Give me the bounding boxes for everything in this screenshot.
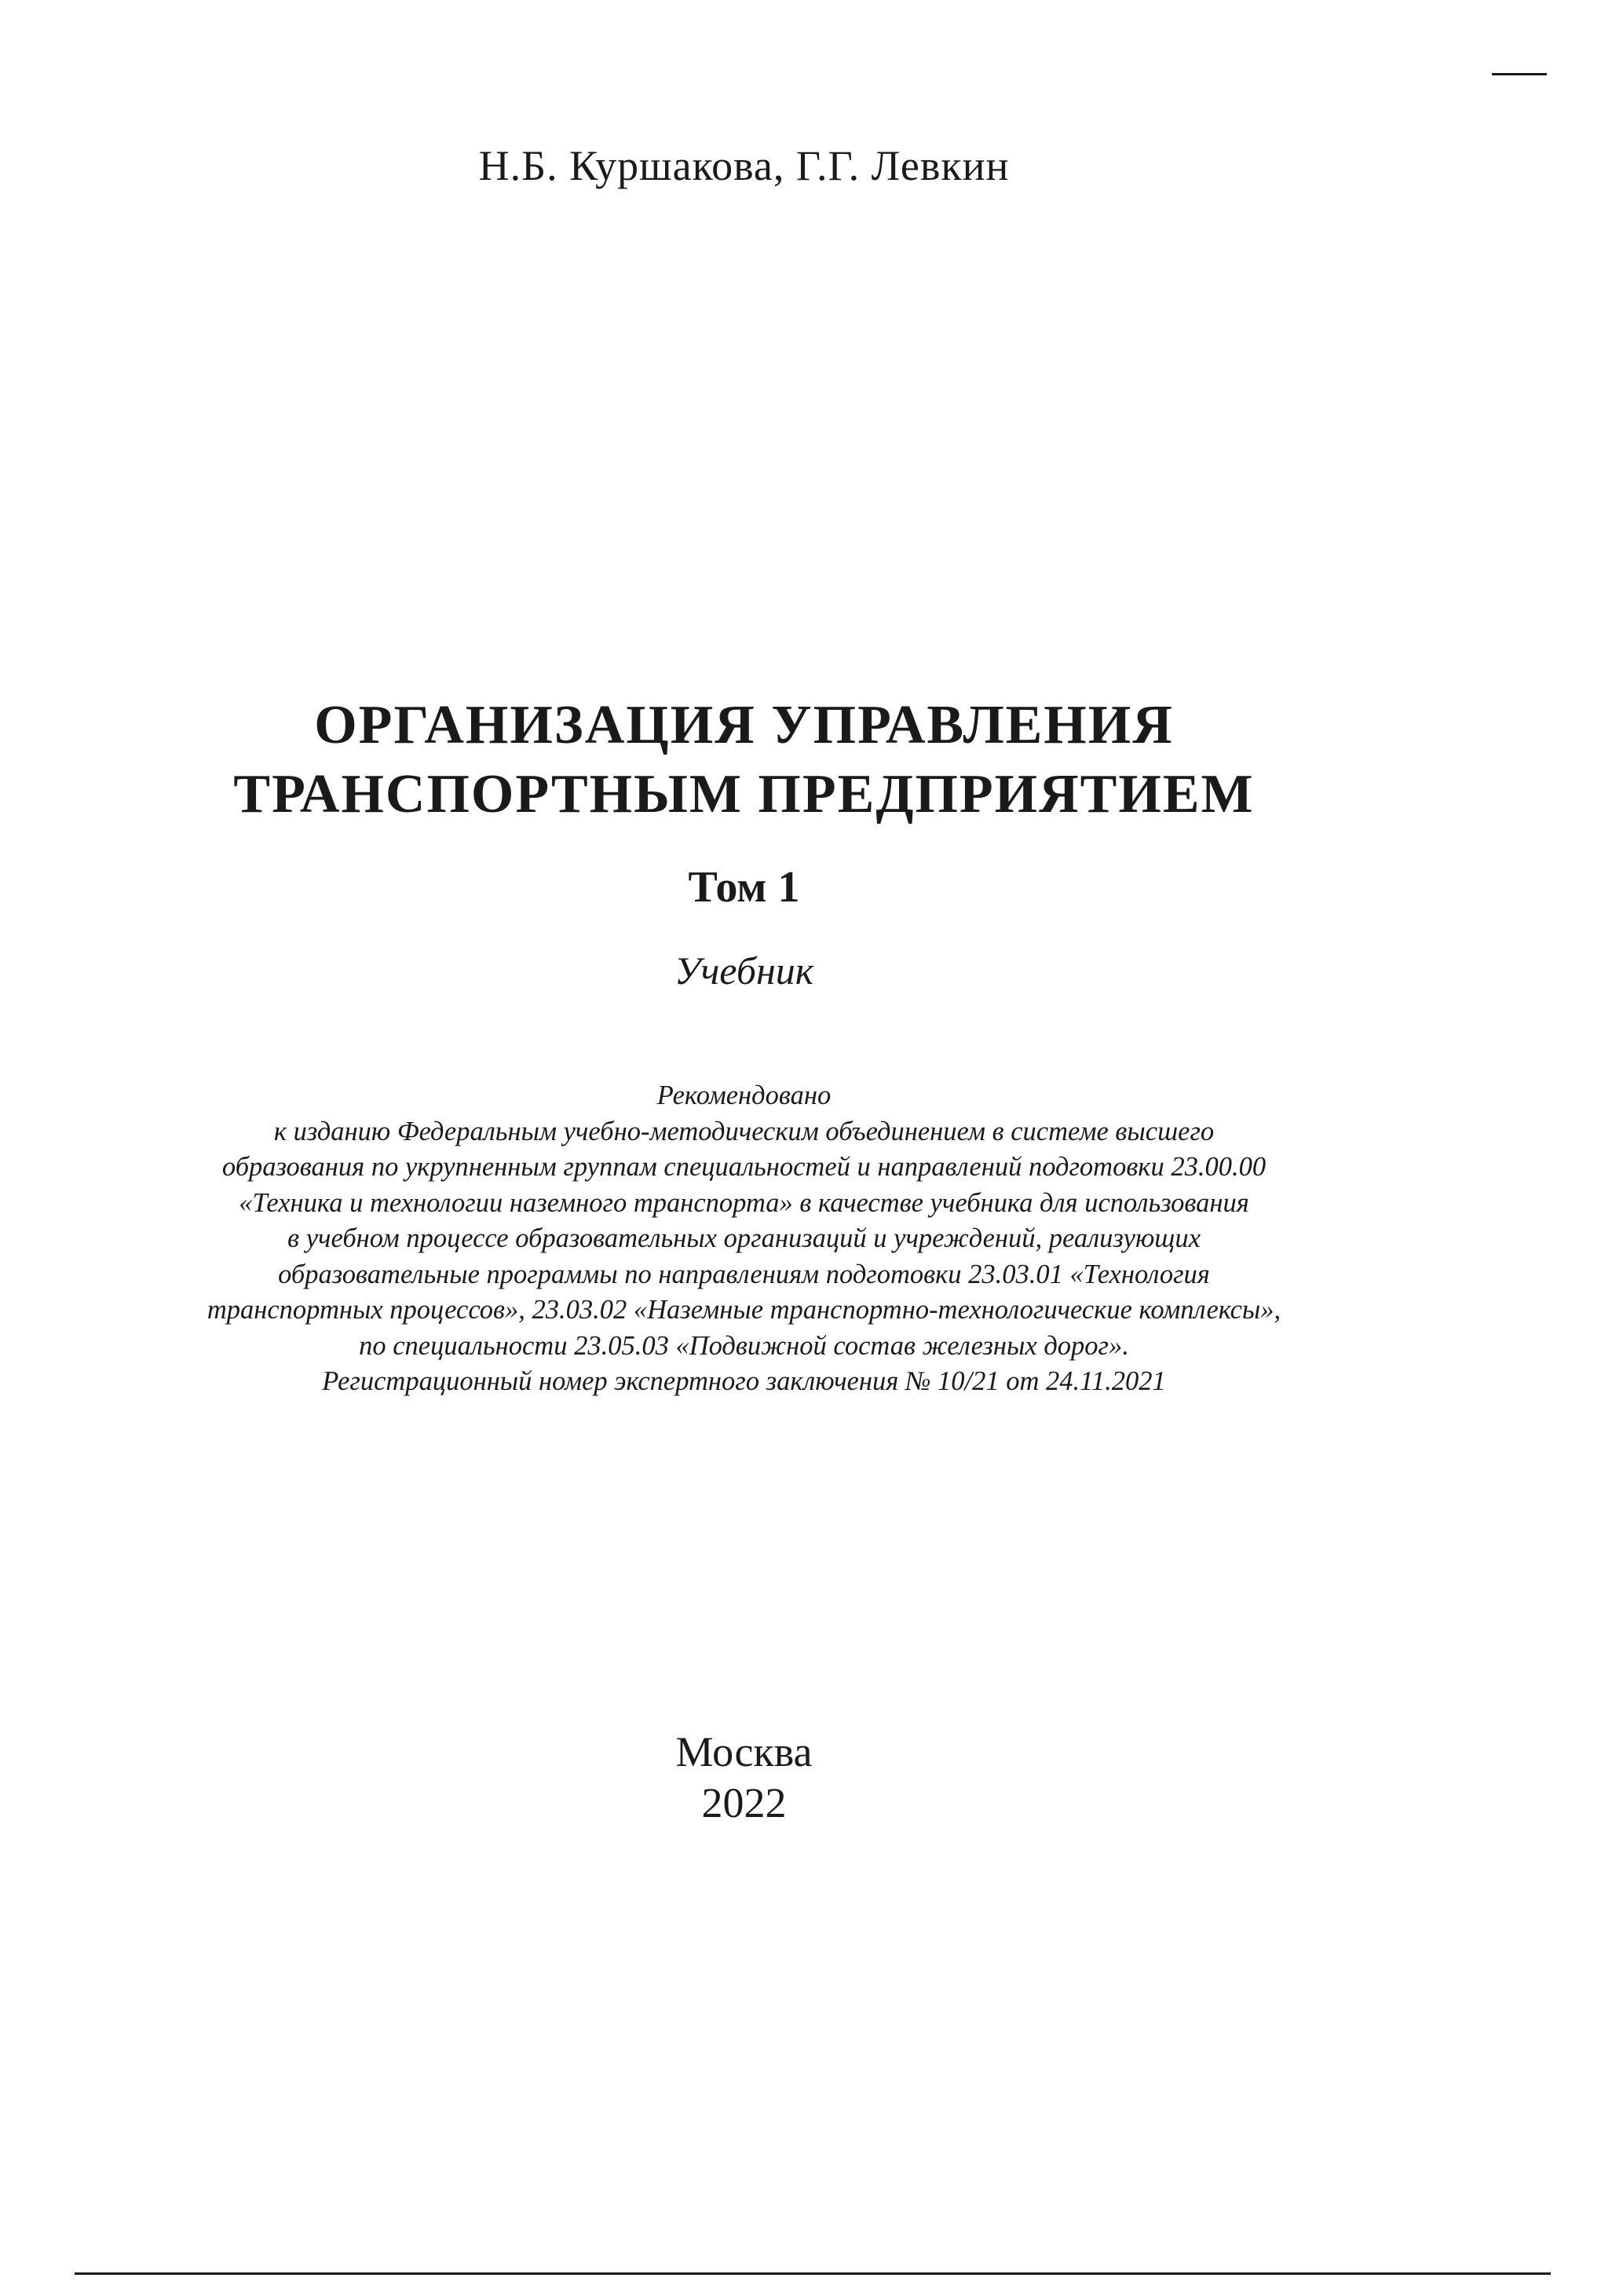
recommendation-line: образования по укрупненным группам специальностей и направлений подготовки 23.00.00 [221, 1152, 1267, 1182]
bottom-rule [75, 2272, 1551, 2275]
recommendation-line: Регистрационный номер экспертного заключения № 10/21 от 24.11.2021 [322, 1366, 1166, 1396]
book-title-line-2: ТРАНСПОРТНЫМ ПРЕДПРИЯТИЕМ [233, 764, 1255, 824]
recommendation-line: по специальности 23.05.03 «Подвижной состав железных дорог». [359, 1330, 1129, 1361]
recommendation-line: в учебном процессе образовательных организаций и учреждений, реализующих [287, 1223, 1201, 1253]
recommendation-line: к изданию Федеральным учебно-методическим объединением в системе высшего [273, 1116, 1215, 1146]
book-title-line-1: ОРГАНИЗАЦИЯ УПРАВЛЕНИЯ [314, 695, 1174, 755]
book-title [0, 691, 1488, 829]
publication-year: 2022 [701, 1779, 787, 1826]
recommendation-line: транспортных процессов», 23.03.02 «Наземные транспортно-технологические комплексы», [207, 1295, 1281, 1325]
book-type: Учебник [674, 949, 814, 993]
publication-city: Москва [675, 1728, 813, 1775]
authors: Н.Б. Куршакова, Г.Г. Левкин [478, 142, 1010, 189]
corner-dash-mark [1492, 73, 1547, 75]
recommendation-line: образовательные программы по направлениям подготовки 23.03.01 «Технология [278, 1259, 1210, 1289]
recommendation-block [0, 1078, 1488, 1400]
recommendation-line: Рекомендовано [656, 1080, 832, 1110]
recommendation-line: «Техника и технологии наземного транспорта» в качестве учебника для использования [239, 1187, 1249, 1218]
volume-number: Том 1 [688, 863, 800, 912]
